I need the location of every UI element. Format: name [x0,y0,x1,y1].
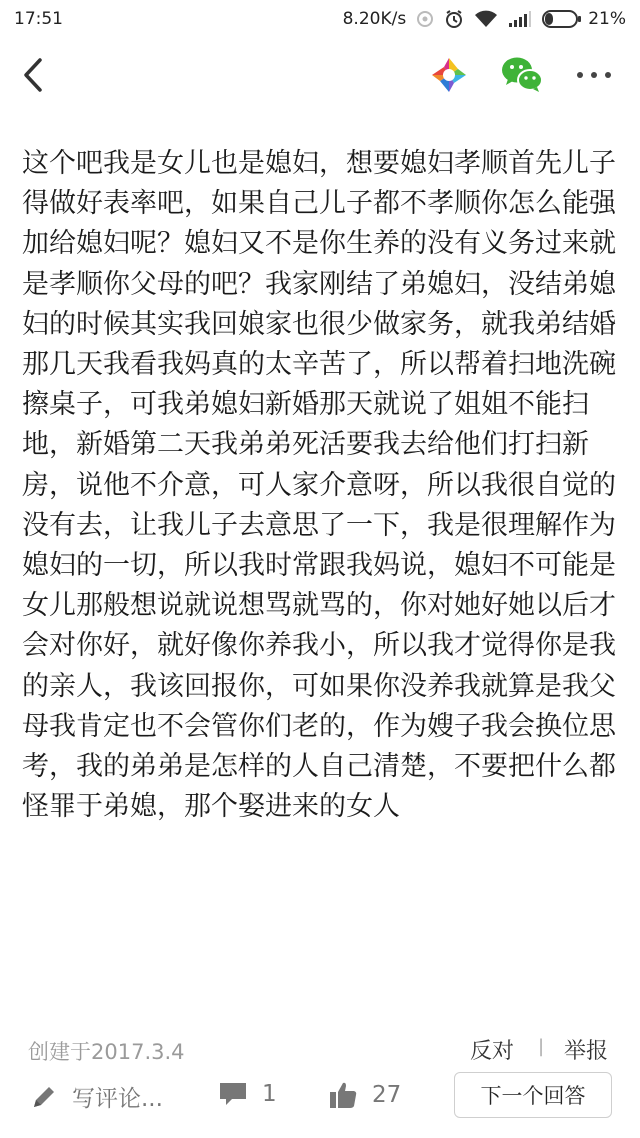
answer-meta [0,1030,640,1070]
answer-text: 这个吧我是女儿也是媳妇，想要媳妇孝顺首先儿子得做好表率吧，如果自己儿子都不孝顺你怎么能强加给媳妇呢？媳妇又不是你生养的没有义务过来就是孝顺你父母的吧？我家刚结了弟媳妇，没结弟媳妇的时候其实我回娘家也很少做家务，就我弟结婚那几天我看我妈真的太辛苦了，所以帮着扫地洗碗擦桌子，可我弟媳妇新婚那天就说了姐姐不能扫地，新婚第二天我弟弟死活要我去给他们打扫新房，说他不介意，可人家介意呀，所以我很自觉的没有去，让我儿子去意思了一下，我是很理解作为媳妇的一切，所以我时常跟我妈说，媳妇不可能是女儿那般想说就说想骂就骂的，你对她好她以后才会对你好，就好像你养我小，所以我才觉得你是我的亲人，我该回报你，可如果你没养我就算是我父母我肯定也不会管你们老的，作为嫂子我会换位思考，我的弟弟是怎样的人自己清楚，不要把什么都怪罪于弟媳，那个娶进来的女人 [22,148,616,823]
back-button[interactable] [18,56,52,94]
signal-icon [508,10,532,28]
share-moments-button[interactable] [430,56,468,94]
like-count: 27 [372,1082,402,1108]
battery-icon [542,10,582,28]
network-speed: 8.20K/s [342,9,407,29]
toolbar [0,44,640,106]
status-time: 17:51 [14,9,63,29]
battery-percent: 21% [588,9,626,29]
comments-count: 1 [262,1081,277,1107]
back-arrow-icon [18,56,52,94]
more-icon [574,58,614,92]
next-answer-button[interactable]: 下一个回答 [454,1072,612,1118]
thumbs-up-icon [328,1080,358,1110]
alarm-icon [444,9,464,29]
battery-indicator [542,9,626,29]
report-button[interactable]: 举报 [564,1039,609,1064]
comment-bubble-icon [218,1080,248,1108]
status-right [343,9,626,29]
like-button[interactable] [328,1080,401,1110]
comments-count-button[interactable] [218,1080,277,1108]
oppose-button[interactable]: 反对 [470,1039,515,1064]
share-aperture-icon [430,56,468,94]
created-date: 创建于2017.3.4 [28,1040,185,1064]
meta-separator: | [538,1036,545,1057]
location-icon [416,10,434,28]
wifi-icon [474,10,498,28]
more-button[interactable] [574,58,614,92]
status-bar [0,0,640,38]
pencil-icon [30,1083,58,1111]
wechat-share-button[interactable] [500,54,544,94]
bottom-action-bar [0,1068,640,1128]
comment-placeholder: 写评论... [72,1086,163,1112]
wechat-icon [500,54,544,94]
write-comment-button[interactable] [30,1080,163,1113]
